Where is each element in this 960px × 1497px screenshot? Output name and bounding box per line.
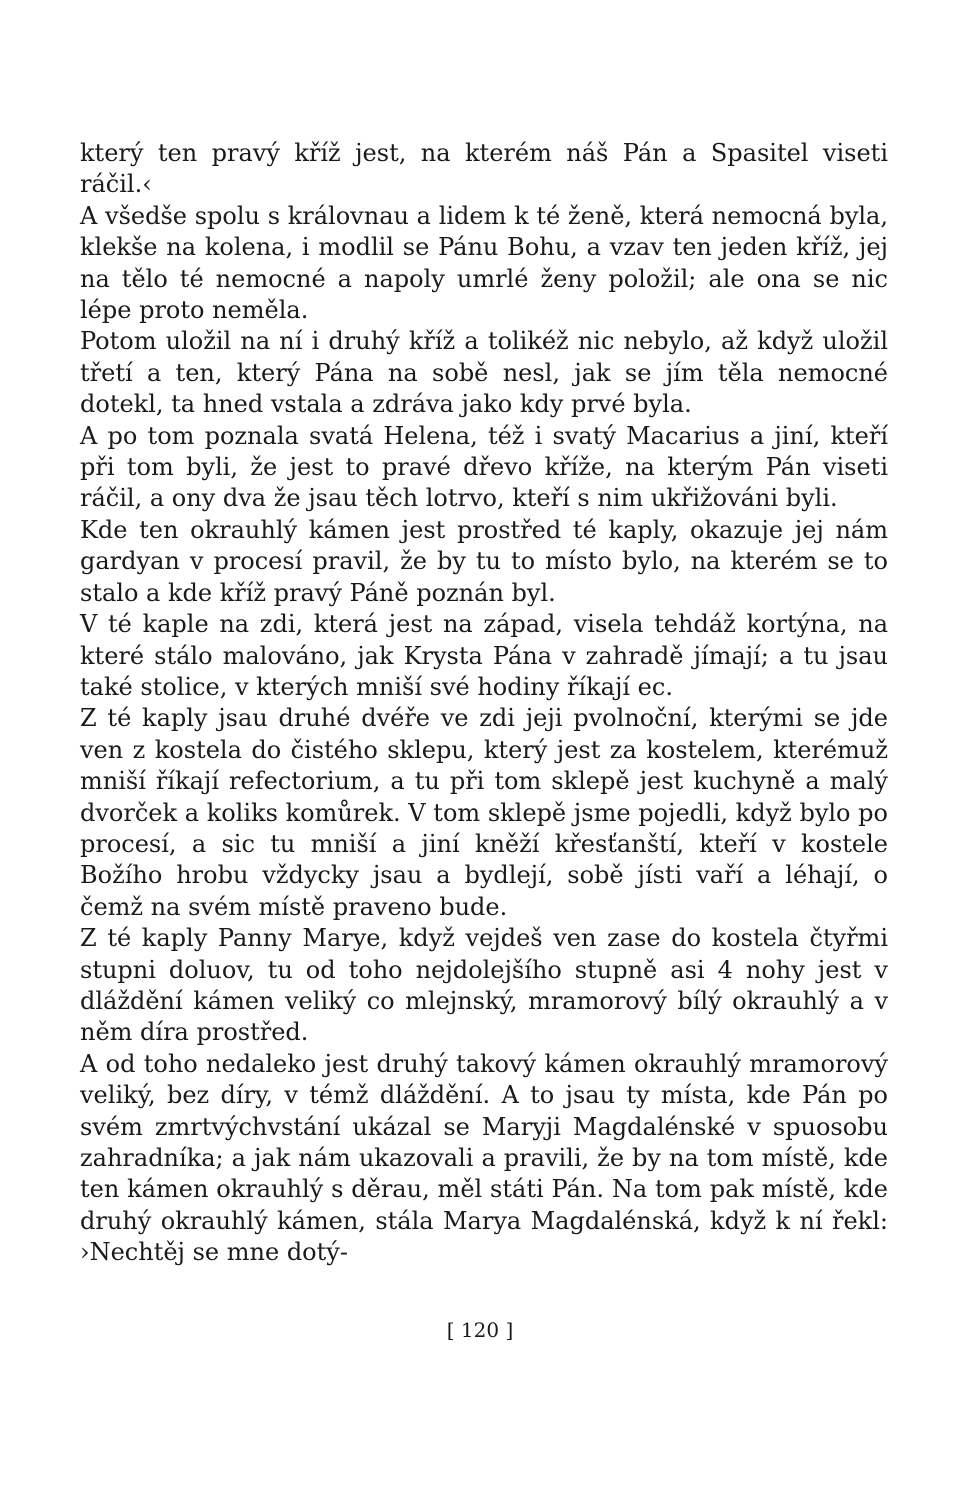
paragraph-2: A všedše spolu s královnau a lidem k té ženě, která nemocná byla, klekše na kolena, i modlil se Pánu Bohu, a vzav ten jeden kříž, jej na tělo té nemocné a napoly umrlé ženy položil; ale ona se nic lépe proto neměla. [80,201,888,325]
paragraph-7: Z té kaply jsau druhé dvéře ve zdi jeji pvolnoční, kterými se jde ven z kostela do čistého sklepu, který jest za kostelem, kterémuž mniší říkají refectorium, a tu při tom sklepě jest kuchyně a malý dvorček a koliks komůrek. V tom sklepě jsme pojedli, když bylo po procesí, a sic tu mniší a jiní kněží křesťanští, kteří v kostele Božího hrobu vždycky jsau a bydlejí, sobě jísti vaří a léhají, o čemž na svém místě praveno bude. [80,704,888,921]
paragraph-4: A po tom poznala svatá Helena, též i svatý Macarius a jiní, kteří při tom byli, že jest to pravé dřevo kříže, na kterým Pán viseti ráčil, a ony dva že jsau těch lotrvo, kteří s nim ukřižováni byli. [80,421,888,513]
page-number: [ 120 ] [446,1318,514,1342]
paragraph-8: Z té kaply Panny Marye, když vejdeš ven zase do kostela čtyřmi stupni doluov, tu od toho nejdolejšího stupně asi 4 nohy jest v dláždění kámen veliký co mlejnský, mramorový bílý okrauhlý a v něm díra prostřed. [80,924,888,1047]
paragraph-3: Potom uložil na ní i druhý kříž a tolikéž nic nebylo, až když uložil třetí a ten, který Pána na sobě nesl, jak se jím těla nemocné dotekl, ta hned vstala a zdráva jako kdy prvé byla. [80,327,888,419]
paragraph-5: Kde ten okrauhlý kámen jest prostřed té kaply, okazuje jej nám gardyan v procesí pravil, že by tu to místo bylo, na kterém se to stalo a kde kříž pravý Páně poznán byl. [80,515,888,607]
paragraph-6: V té kaple na zdi, která jest na západ, visela tehdáž kortýna, na které stálo malováno, jak Krysta Pána v zahradě jímají; a tu jsau také stolice, v kterých mniší své hodiny říkají ec. [80,610,888,701]
paragraph-9: A od toho nedaleko jest druhý takový kámen okrauhlý mramorový veliký, bez díry, v témž dláždění. A to jsau ty místa, kde Pán po svém zmrtvýchvstání ukázal se Maryji Magdalénské v spuosobu zahradníka; a jak nám ukazovali a pravili, že by na tom místě, kde ten kámen okrauhlý s děrau, měl státi Pán. Na tom pak místě, kde druhý okrauhlý kámen, stála Marya Magdalénská, když k ní řekl: ›Nechtěj se mne dotý- [80,1049,888,1267]
paragraph-1: který ten pravý kříž jest, na kterém náš Pán a Spasitel viseti ráčil.‹ [80,139,888,199]
page-text [80,138,888,1269]
